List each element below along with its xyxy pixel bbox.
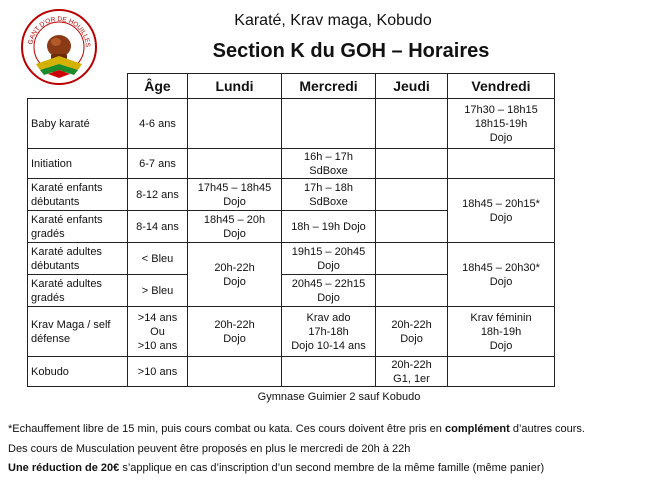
monday-cell: [188, 243, 282, 307]
age-cell: 4-6 ans: [128, 99, 188, 149]
header-lundi: Lundi: [188, 74, 282, 99]
friday-cell: [448, 243, 555, 307]
course-line: Krav ado: [306, 311, 351, 324]
empty-cell: [376, 149, 448, 179]
age-cell: 8-12 ans: [128, 179, 188, 211]
schedule-table: [27, 73, 555, 387]
course-name: Baby karaté: [28, 99, 128, 149]
empty-cell: [376, 275, 448, 307]
place-line: Dojo: [317, 291, 340, 304]
course-name: [28, 179, 128, 211]
note-emphasis: Une réduction de 20€: [8, 462, 120, 474]
time-line: 20h-22h: [391, 358, 432, 371]
header-vendredi: Vendredi: [448, 74, 555, 99]
course-name: [28, 275, 128, 307]
empty-cell: [188, 357, 282, 387]
header-age: Âge: [128, 74, 188, 99]
time-line: 17h30 – 18h15: [464, 103, 538, 116]
time-line: 18h-19h: [480, 325, 522, 338]
table-row: [28, 99, 555, 149]
time-line: 18h15-19h: [474, 117, 528, 130]
age-cell: 8-14 ans: [128, 211, 188, 243]
empty-cell: [376, 179, 448, 211]
note-text: d’autres cours.: [509, 423, 585, 435]
time-line: 20h-22h: [214, 318, 255, 331]
table-row: [28, 149, 555, 179]
note-warmup: [8, 423, 585, 435]
course-name-line: Karaté enfants: [31, 181, 103, 194]
empty-cell: [448, 149, 555, 179]
course-name: [28, 211, 128, 243]
course-name: [28, 243, 128, 275]
wednesday-cell: 18h – 19h Dojo: [282, 211, 376, 243]
place-line: Dojo: [489, 211, 513, 224]
time-line: 17h – 18h: [304, 181, 353, 194]
logo-text: GANT D'OR DE HOUILLES: [27, 15, 92, 48]
place-line: Dojo: [489, 275, 513, 288]
course-line: Krav féminin: [470, 311, 532, 324]
friday-cell: [448, 99, 555, 149]
note-musculation: Des cours de Musculation peuvent être proposés en plus le mercredi de 20h à 22h: [8, 443, 411, 455]
place-line: Dojo: [489, 339, 513, 352]
place-line: Dojo: [489, 131, 513, 144]
time-line: 18h45 – 20h30*: [462, 261, 540, 274]
time-line: 20h-22h: [214, 261, 255, 274]
table-header-row: [28, 74, 555, 99]
age-line: >14 ans: [137, 311, 178, 324]
wednesday-cell: [282, 179, 376, 211]
empty-cell: [448, 357, 555, 387]
empty-corner-cell: [28, 74, 128, 99]
friday-cell: [448, 179, 555, 243]
empty-cell: [188, 99, 282, 149]
course-name-line: gradés: [31, 227, 65, 240]
time-line: 17h45 – 18h45: [197, 181, 272, 194]
table-row: [28, 179, 555, 211]
age-cell: [128, 307, 188, 357]
course-name-line: Krav Maga / self: [31, 318, 111, 331]
thursday-cell: [376, 357, 448, 387]
place-line: Dojo: [223, 332, 246, 345]
course-name-line: défense: [31, 332, 71, 345]
wednesday-cell: [282, 275, 376, 307]
time-line: 20h-22h: [391, 318, 432, 331]
thursday-cell: [376, 307, 448, 357]
course-name-line: débutants: [31, 195, 80, 208]
empty-cell: [376, 99, 448, 149]
monday-cell: [188, 179, 282, 211]
empty-cell: [282, 99, 376, 149]
note-text: s’applique en cas d’inscription d’un second membre de la même famille (même panier): [119, 462, 545, 474]
place-line: Dojo: [223, 275, 246, 288]
table-row: [28, 243, 555, 275]
empty-cell: [376, 211, 448, 243]
place-line: SdBoxe: [309, 164, 348, 177]
age-cell: 6-7 ans: [128, 149, 188, 179]
time-line: 16h – 17h: [304, 150, 353, 163]
time-line: 18h45 – 20h15*: [462, 197, 540, 210]
age-line: Ou: [150, 325, 165, 338]
age-line: >10 ans: [137, 339, 178, 352]
place-line: Dojo 10-14 ans: [291, 339, 366, 352]
table-row: [28, 357, 555, 387]
note-text: *Echauffement libre de 15 min, puis cours combat ou kata. Ces cours doivent être pris en: [8, 423, 445, 435]
note-reduction: [8, 462, 544, 474]
course-name: Kobudo: [28, 357, 128, 387]
place-line: Dojo: [317, 259, 340, 272]
empty-cell: [376, 243, 448, 275]
place-line: Dojo: [400, 332, 423, 345]
header-jeudi: Jeudi: [376, 74, 448, 99]
wednesday-cell: [282, 149, 376, 179]
course-name-line: débutants: [31, 259, 80, 272]
empty-cell: [282, 357, 376, 387]
course-name-line: Karaté adultes: [31, 245, 102, 258]
age-cell: < Bleu: [128, 243, 188, 275]
gym-location: Gymnase Guimier 2 sauf Kobudo: [257, 391, 421, 403]
empty-cell: [188, 149, 282, 179]
page-title: Section K du GOH – Horaires: [212, 40, 490, 62]
table-row: [28, 307, 555, 357]
course-name-line: Karaté enfants: [31, 213, 103, 226]
place-line: G1, 1er: [393, 372, 430, 385]
time-line: 19h15 – 20h45: [291, 245, 366, 258]
time-line: 18h45 – 20h: [203, 213, 266, 226]
wednesday-cell: [282, 307, 376, 357]
course-name: [28, 307, 128, 357]
friday-cell: [448, 307, 555, 357]
wednesday-cell: [282, 243, 376, 275]
page-subtitle: Karaté, Krav maga, Kobudo: [234, 12, 432, 29]
age-cell: >10 ans: [128, 357, 188, 387]
time-line: 17h-18h: [308, 325, 349, 338]
course-name: Initiation: [28, 149, 128, 179]
course-name-line: Karaté adultes: [31, 277, 102, 290]
place-line: SdBoxe: [309, 195, 348, 208]
course-name-line: gradés: [31, 291, 65, 304]
time-line: 20h45 – 22h15: [291, 277, 366, 290]
monday-cell: [188, 307, 282, 357]
place-line: Dojo: [223, 227, 246, 240]
age-cell: > Bleu: [128, 275, 188, 307]
header-mercredi: Mercredi: [282, 74, 376, 99]
monday-cell: [188, 211, 282, 243]
note-emphasis: complément: [444, 423, 510, 435]
place-line: Dojo: [223, 195, 246, 208]
